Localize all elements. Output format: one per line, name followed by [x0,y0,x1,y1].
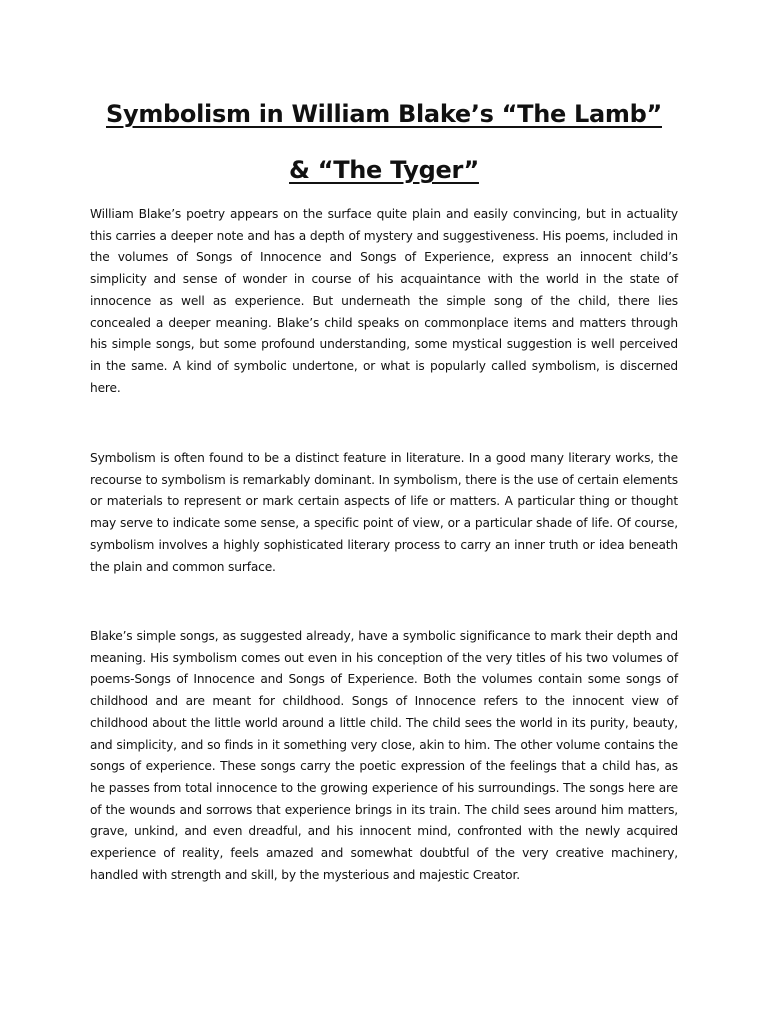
paragraph-symbolism-definition: Symbolism is often found to be a distinct feature in literature. In a good many literary works, the recourse to symbolism is remarkably dominant. In symbolism, there is the use of certain elements or materials to represent or mark certain aspects of life or matters. A particular thing or thought may serve to indicate some sense, a specific point of view, or a particular shade of life. Of course, symbolism involves a highly sophisticated literary process to carry an inner truth or idea beneath the plain and common surface. [90,451,678,574]
paragraph-introduction: William Blake’s poetry appears on the surface quite plain and easily convincing, but in actuality this carries a deeper note and has a depth of mystery and suggestiveness. His poems, included in the volumes of Songs of Innocence and Songs of Experience, express an innocent child’s simplicity and sense of wonder in course of his acquaintance with the world in the state of innocence as well as experience. But underneath the simple song of the child, there lies concealed a deeper meaning. Blake’s child speaks on commonplace items and matters through his simple songs, but some profound understanding, some mystical suggestion is well perceived in the same. A kind of symbolic undertone, or what is popularly called symbolism, is discerned here. [90,207,678,395]
document-title-line-1: Symbolism in William Blake’s “The Lamb” [106,100,662,128]
document-title-line-2: & “The Tyger” [289,156,479,184]
paragraph-blake-symbolism: Blake’s simple songs, as suggested already, have a symbolic significance to mark their depth and meaning. His symbolism comes out even in his conception of the very titles of his two volumes of poems-Songs of Innocence and Songs of Experience. Both the volumes contain some songs of childhood and are meant for childhood. Songs of Innocence refers to the innocent view of childhood about the little world around a little child. The child sees the world in its purity, beauty, and simplicity, and so finds in it something very close, akin to him. The other volume contains the songs of experience. These songs carry the poetic expression of the feelings that a child has, as he passes from total innocence to the growing experience of his surroundings. The songs here are of the wounds and sorrows that experience brings in its train. The child sees around him matters, grave, unkind, and even dreadful, and his innocent mind, confronted with the newly acquired experience of reality, feels amazed and somewhat doubtful of the very creative machinery, handled with strength and skill, by the mysterious and majestic Creator. [90,629,678,882]
